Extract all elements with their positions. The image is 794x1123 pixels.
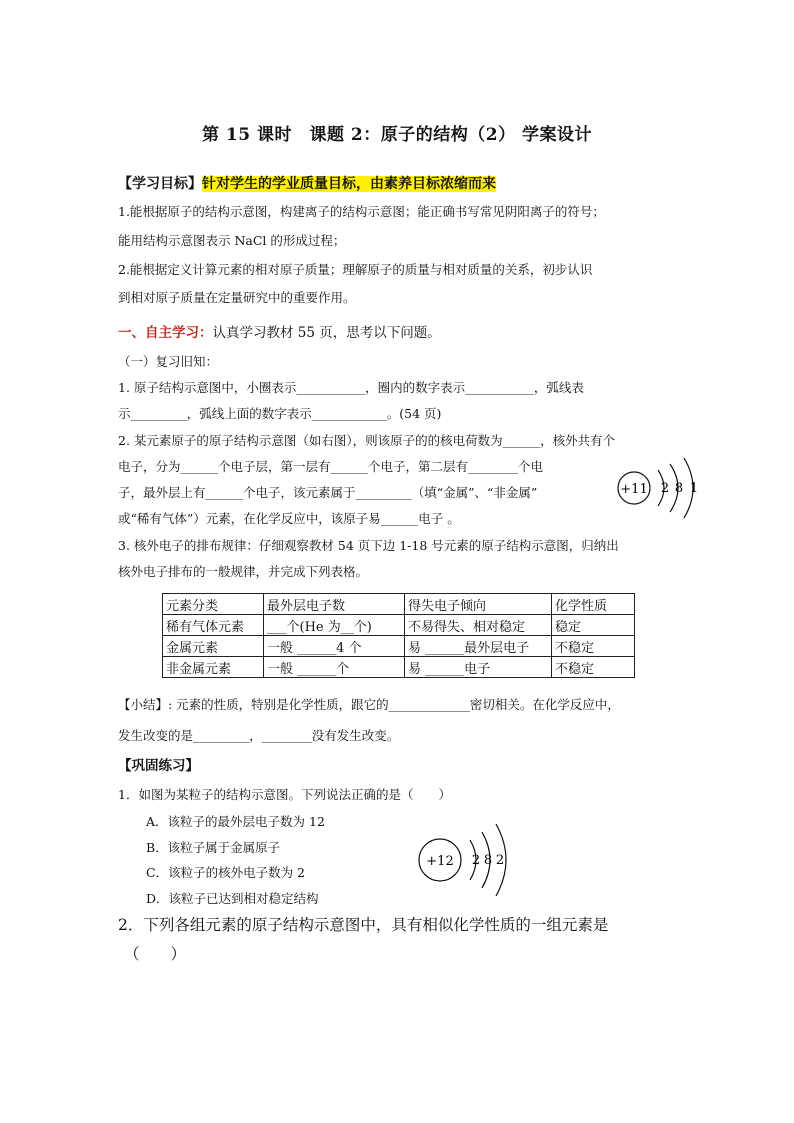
- self-study-label: 一、自主学习：: [118, 325, 213, 341]
- atom2-shell-2-count: 8: [483, 853, 493, 868]
- question-3a: 3. 核外电子的排布规律：仔细观察教材 54 页下边 1-18 号元素的原子结构示意图，归纳出: [118, 538, 619, 553]
- practice-question-1: 1．如图为某粒子的结构示意图。下列说法正确的是（ ）: [118, 787, 451, 802]
- practice-option-a: A．该粒子的最外层电子数为 12: [146, 814, 325, 829]
- self-study-text: 认真学习教材 55 页，思考以下问题。: [212, 325, 441, 341]
- table-row: [163, 615, 635, 636]
- review-subheading: （一）复习旧知：: [118, 354, 219, 369]
- atom1-shell-1-count: 2: [660, 481, 670, 496]
- question-2d: 或“稀有气体”）元素，在化学反应中，该原子易______电子 。: [118, 511, 460, 526]
- question-2c: 子，最外层上有______个电子，该元素属于_________（填“金属”、“非金属”: [118, 485, 538, 500]
- table-cell: 一般 ______4 个: [264, 636, 405, 657]
- question-2a: 2. 某元素原子的原子结构示意图（如右图），则该原子的的核电荷数为______，核外共有个: [118, 433, 616, 448]
- table-header-cell: 最外层电子数: [264, 594, 405, 615]
- table-row: [163, 636, 635, 657]
- table-cell: 易 ______最外层电子: [405, 636, 552, 657]
- table-header-row: [163, 594, 635, 615]
- atom2-shell-1-count: 2: [471, 853, 481, 868]
- table-cell: 易 ______电子: [405, 657, 552, 678]
- table-cell: 稀有气体元素: [163, 615, 264, 636]
- table-row: [163, 657, 635, 678]
- summary-a: 【小结】: 元素的性质，特别是化学性质，跟它的_____________密切相关。在化学反应中，: [118, 697, 620, 712]
- table-header-cell: 得失电子倾向: [405, 594, 552, 615]
- table-cell: 一般 ______个: [264, 657, 405, 678]
- objective-2b: 到相对原子质量在定量研究中的重要作用。: [118, 290, 356, 305]
- table-cell: 稳定: [552, 615, 635, 636]
- objective-2a: 2.能根据定义计算元素的相对原子质量；理解原子的质量与相对质量的关系，初步认识: [118, 262, 593, 277]
- self-study-heading: [118, 327, 441, 341]
- question-3b: 核外电子排布的一般规律，并完成下列表格。: [118, 564, 369, 579]
- atom2-nucleus-label: +12: [426, 854, 454, 869]
- practice-heading: 【巩固练习】: [118, 758, 199, 774]
- table-cell: 非金属元素: [163, 657, 264, 678]
- table-cell: 金属元素: [163, 636, 264, 657]
- practice-option-b: B．该粒子属于金属原子: [146, 840, 281, 855]
- objectives-label: 【学习目标】: [118, 176, 202, 192]
- table-cell: 不稳定: [552, 636, 635, 657]
- practice-question-2b: （ ）: [124, 945, 187, 963]
- question-1a: 1. 原子结构示意图中，小圈表示___________，圈内的数字表示___________，弧线表: [118, 380, 584, 395]
- objectives-highlight: 针对学生的学业质量目标，由素养目标浓缩而来: [202, 176, 496, 192]
- objectives-heading: [118, 177, 496, 191]
- practice-option-d: D．该粒子已达到相对稳定结构: [146, 891, 319, 906]
- table-cell: 不易得失、相对稳定: [405, 615, 552, 636]
- objective-1b: 能用结构示意图表示 NaCl 的形成过程；: [118, 233, 346, 248]
- table-cell: ___个(He 为__个): [264, 615, 405, 636]
- atom-diagram-sodium: [612, 456, 704, 522]
- practice-question-2a: 2．下列各组元素的原子结构示意图中，具有相似化学性质的一组元素是: [118, 916, 609, 934]
- question-1b: 示_________，弧线上面的数字表示____________。(54 页): [118, 406, 442, 421]
- atom1-nucleus-label: +11: [620, 482, 648, 497]
- table-cell: 不稳定: [552, 657, 635, 678]
- atom-diagram-magnesium: [410, 822, 520, 898]
- summary-b: 发生改变的是_________，________没有发生改变。: [118, 728, 400, 743]
- question-2b: 电子，分为______个电子层，第一层有______个电子，第二层有________个电: [118, 459, 544, 474]
- atom1-shell-2-count: 8: [674, 481, 684, 496]
- practice-option-c: C．该粒子的核外电子数为 2: [146, 865, 305, 880]
- objective-1a: 1.能根据原子的结构示意图，构建离子的结构示意图；能正确书写常见阴阳离子的符号；: [118, 204, 605, 219]
- electron-rule-table: [162, 593, 635, 678]
- atom1-shell-3-count: 1: [689, 481, 699, 496]
- table-header-cell: 元素分类: [163, 594, 264, 615]
- atom2-shell-3-count: 2: [495, 853, 505, 868]
- table-header-cell: 化学性质: [552, 594, 635, 615]
- page-title: 第 15 课时 课题 2：原子的结构（2） 学案设计: [202, 125, 592, 145]
